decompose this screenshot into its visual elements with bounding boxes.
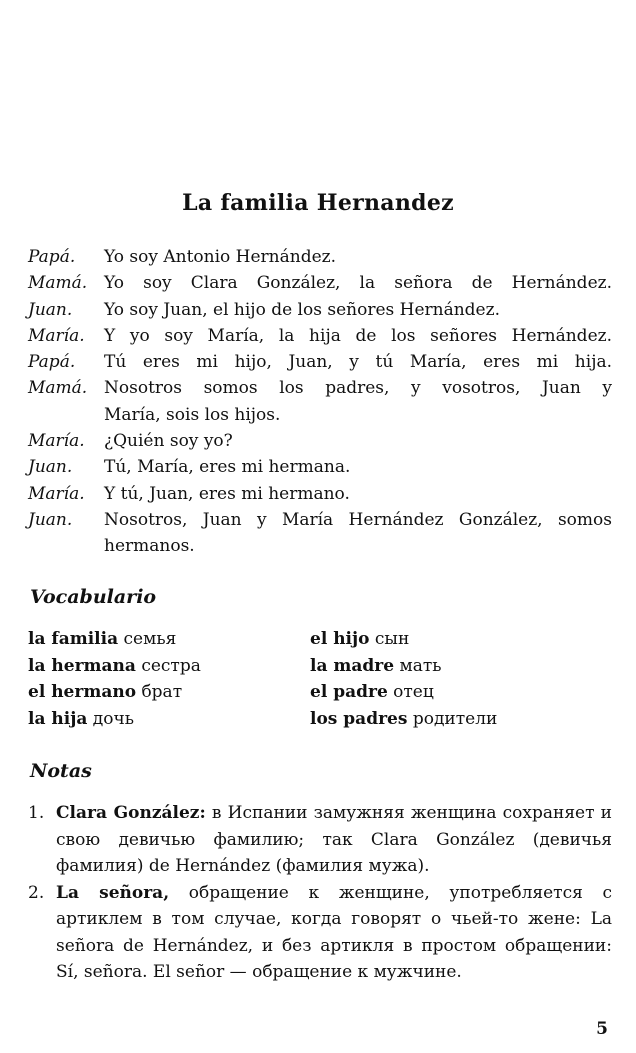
dialogue-line xyxy=(28,375,612,401)
speech: Yo soy Antonio Hernández. xyxy=(104,247,337,267)
speech: María, sois los hijos. xyxy=(104,404,281,425)
note-explanation: в Испании замужняя женщина сохраняет и свою девичью фамилию; так Clara González (девичья фамилия) de Hernández (фамилия мужа). xyxy=(56,803,613,876)
dialogue-line xyxy=(28,507,612,533)
speaker: Papá. xyxy=(28,352,76,373)
speaker: Juan. xyxy=(28,299,73,320)
vocab-entry xyxy=(310,626,610,653)
speech: Nosotros somos los padres, y vosotros, Juan y xyxy=(104,378,612,399)
speaker xyxy=(28,402,104,428)
note-number: 2. xyxy=(28,882,45,903)
note-term: Clara González: xyxy=(56,803,206,823)
vocab-russian: сестра xyxy=(141,655,201,676)
note-item xyxy=(28,800,612,880)
vocab-entry xyxy=(28,706,310,733)
vocab-spanish: el hermano xyxy=(28,682,137,703)
dialogue-line xyxy=(28,454,612,480)
speaker: María. xyxy=(28,431,85,452)
vocab-russian: родители xyxy=(412,708,498,729)
speaker: Mamá. xyxy=(28,273,88,294)
dialogue-line xyxy=(28,428,612,454)
dialogue-line xyxy=(28,244,612,270)
vocab-entry xyxy=(310,706,610,733)
notas-heading: Notas xyxy=(30,760,92,782)
dialogue-line xyxy=(28,481,612,507)
page-title: La familia Hernandez xyxy=(182,190,454,216)
speaker: Papá. xyxy=(28,247,76,267)
note-body xyxy=(56,800,612,880)
note-term: La señora, xyxy=(56,882,170,903)
speaker: Juan. xyxy=(28,509,73,530)
speaker: María. xyxy=(28,325,85,346)
vocab-entry xyxy=(28,653,310,680)
vocab-entry xyxy=(28,679,310,706)
vocab-spanish: el hijo xyxy=(310,629,370,649)
vocabulario-heading: Vocabulario xyxy=(30,586,157,608)
vocab-russian: семья xyxy=(123,629,177,649)
speech: Tú eres mi hijo, Juan, y tú María, eres mi hija. xyxy=(104,352,612,373)
dialogue-line xyxy=(28,297,612,323)
speech: Yo soy Clara González, la señora de Hernández. xyxy=(104,273,612,294)
vocab-spanish: la hija xyxy=(28,708,88,729)
vocab-spanish: los padres xyxy=(310,708,408,729)
speech: Nosotros, Juan y María Hernández González, somos xyxy=(104,509,612,530)
speech: Y tú, Juan, eres mi hermano. xyxy=(104,483,350,504)
vocab-russian: сын xyxy=(374,629,410,649)
speech: Y yo soy María, la hija de los señores Hernández. xyxy=(104,325,612,346)
vocab-spanish: el padre xyxy=(310,682,388,703)
dialogue-line xyxy=(28,533,612,559)
vocab-spanish: la madre xyxy=(310,655,395,676)
note-item xyxy=(28,880,612,986)
speech: hermanos. xyxy=(104,536,195,557)
dialogue-line xyxy=(28,270,612,296)
vocab-russian: дочь xyxy=(92,708,134,729)
vocab-entry xyxy=(28,626,310,653)
vocab-spanish: la familia xyxy=(28,629,119,649)
vocabulary-list xyxy=(28,626,612,732)
dialogue-line xyxy=(28,349,612,375)
vocab-entry xyxy=(310,653,610,680)
note-explanation: обращение к женщине, употребляется с артиклем в том случае, когда говорят о чьей-то жене: La señora de Hernández, и без артикля в простом обращении: Sí, señora. El señor — обращение к мужчине. xyxy=(56,882,612,982)
speaker: Mamá. xyxy=(28,378,88,399)
notes-list xyxy=(28,800,612,986)
vocab-russian: мать xyxy=(399,655,442,676)
speaker xyxy=(28,533,104,559)
vocab-russian: отец xyxy=(393,682,434,703)
vocab-entry xyxy=(310,679,610,706)
speech: Tú, María, eres mi hermana. xyxy=(104,457,351,478)
vocab-russian: брат xyxy=(141,682,183,703)
speaker: María. xyxy=(28,483,85,504)
note-number: 1. xyxy=(28,803,45,823)
dialogue-line xyxy=(28,402,612,428)
note-body xyxy=(56,880,612,986)
page-number: 5 xyxy=(596,1019,608,1039)
speaker: Juan. xyxy=(28,457,73,478)
speech: Yo soy Juan, el hijo de los señores Hernández. xyxy=(104,299,500,320)
dialogue-line xyxy=(28,323,612,349)
speech: ¿Quién soy yo? xyxy=(104,431,233,452)
dialogue xyxy=(28,244,612,560)
vocab-spanish: la hermana xyxy=(28,655,136,676)
